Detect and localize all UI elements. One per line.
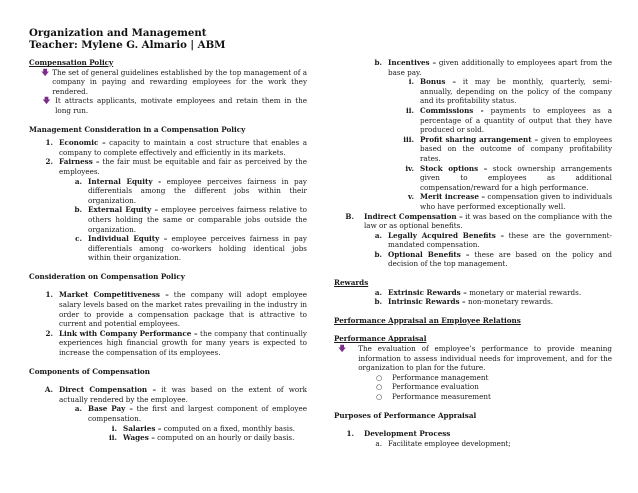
sub-sub-list-item: iii. Profit sharing arrangement – given to employees based on the outcome of company profitability rates. bbox=[403, 134, 613, 163]
circle-bullet-icon: ○ bbox=[376, 382, 383, 392]
sub-sub-list-item: ii. Wages – computed on an hourly or daily basis. bbox=[109, 433, 295, 443]
bullet-item: 🡇 The set of general guidelines established by the top management of a company in paying and rewarding employees for the work they rendered. bbox=[41, 67, 307, 96]
sub-sub-list-item: i. Salaries – computed on a fixed, monthly basis. bbox=[111, 423, 296, 433]
sub-sub-list-item: ii. Commissions - payments to employees as a percentage of a quantity of output that they have produced or sold. bbox=[406, 105, 612, 135]
document-title: Organization and Management bbox=[29, 27, 207, 39]
sub-list-item: a. Base Pay – the first and largest component of employee compensation. bbox=[74, 404, 308, 423]
list-item: 1. Development Process bbox=[346, 429, 451, 439]
arrow-bullet-icon: 🡇 bbox=[41, 67, 50, 77]
sub-sub-list-item: iv. Stock options – stock ownership arrangements given to employees as additional compensation/reward for a high performance. bbox=[405, 163, 612, 192]
bullet-item: 🡇 It attracts applicants, motivate employees and retain them in the long run. bbox=[42, 96, 307, 115]
circle-bullet-item: ○ Performance measurement bbox=[376, 392, 491, 401]
sub-sub-list-item: i. Bonus – it may be monthly, quarterly, semi-annually, depending on the policy of the company and its profitability status. bbox=[408, 77, 612, 106]
list-item: 1. Economic – capacity to maintain a cost structure that enables a company to complete effectively and efficiently in its markets. bbox=[45, 138, 307, 157]
sub-list-item: b. Incentives – given additionally to employees apart from the base pay. bbox=[374, 58, 612, 77]
sub-list-item: c. Individual Equity – employee perceives fairness in pay differentials among co-workers holding identical jobs within their organization. bbox=[75, 234, 307, 263]
left-column bbox=[29, 58, 307, 443]
section-heading-components: Components of Compensation bbox=[29, 366, 150, 376]
sub-list-item: a. Legally Acquired Benefits – these are the government-mandated compensation. bbox=[374, 230, 612, 250]
section-heading-compensation-policy: Compensation Policy bbox=[29, 58, 114, 67]
section-heading-management-consideration: Management Consideration in a Compensation Policy bbox=[29, 124, 246, 134]
list-item: 2. Fairness – the fair must be equitable and fair as perceived by the employees. bbox=[45, 157, 307, 176]
arrow-bullet-icon: 🡇 bbox=[338, 344, 347, 354]
list-item: 2. Link with Company Performance – the company that continually experiences high financial growth for many years is expected to increase the compensation of its employees. bbox=[45, 328, 307, 358]
sub-list-item: a. Internal Equity - employee perceives fairness in pay differentials among the different jobs within their organization. bbox=[74, 176, 307, 205]
bullet-item: 🡇 The evaluation of employee’s performance to provide meaning information to assess individual needs for improvement, and for the organization to plan for the future. bbox=[338, 344, 612, 373]
circle-bullet-item: ○ Performance management bbox=[376, 372, 489, 382]
circle-bullet-icon: ○ bbox=[376, 372, 383, 382]
sub-list-item: b. External Equity – employee perceives fairness relative to others holding the same or comparable jobs outside the organization. bbox=[74, 205, 307, 234]
sub-list-item: a. Extrinsic Rewards – monetary or material rewards. bbox=[374, 287, 582, 297]
document-header bbox=[29, 27, 225, 51]
circle-bullet-item: ○ Performance evaluation bbox=[376, 382, 479, 392]
section-heading-pa-relations: Performance Appraisal an Employee Relations bbox=[334, 315, 521, 325]
sub-sub-list-item: v. Merit increase – compensation given to individuals who have performed exceptionally well. bbox=[408, 192, 613, 211]
list-item: B. Indirect Compensation – it was based on the compliance with the law or as optional benefits. bbox=[345, 211, 612, 231]
arrow-bullet-icon: 🡇 bbox=[42, 96, 51, 106]
circle-bullet-icon: ○ bbox=[376, 392, 383, 401]
section-heading-consideration: Consideration on Compensation Policy bbox=[29, 271, 185, 281]
list-item: A. Direct Compensation – it was based on the extent of work actually rendered by the employee. bbox=[44, 385, 307, 404]
section-heading-purposes: Purposes of Performance Appraisal bbox=[334, 410, 477, 420]
sub-list-item: a. Facilitate employee development; bbox=[375, 438, 511, 448]
sub-list-item: b. Intrinsic Rewards – non-monetary rewards. bbox=[374, 297, 554, 307]
list-item: 1. Market Competitiveness – the company will adopt employee salary levels based on the market rates prevailing in the industry in order to provide a compensation package that is attractive to current and potential employees. bbox=[45, 290, 307, 329]
sub-list-item: b. Optional Benefits – these are based on the policy and decision of the top management. bbox=[374, 249, 612, 269]
section-heading-performance-appraisal: Performance Appraisal bbox=[334, 334, 427, 344]
teacher-line: Teacher: Mylene G. Almario | ABM bbox=[29, 39, 226, 51]
right-column bbox=[334, 58, 612, 448]
section-heading-rewards: Rewards bbox=[334, 278, 369, 288]
